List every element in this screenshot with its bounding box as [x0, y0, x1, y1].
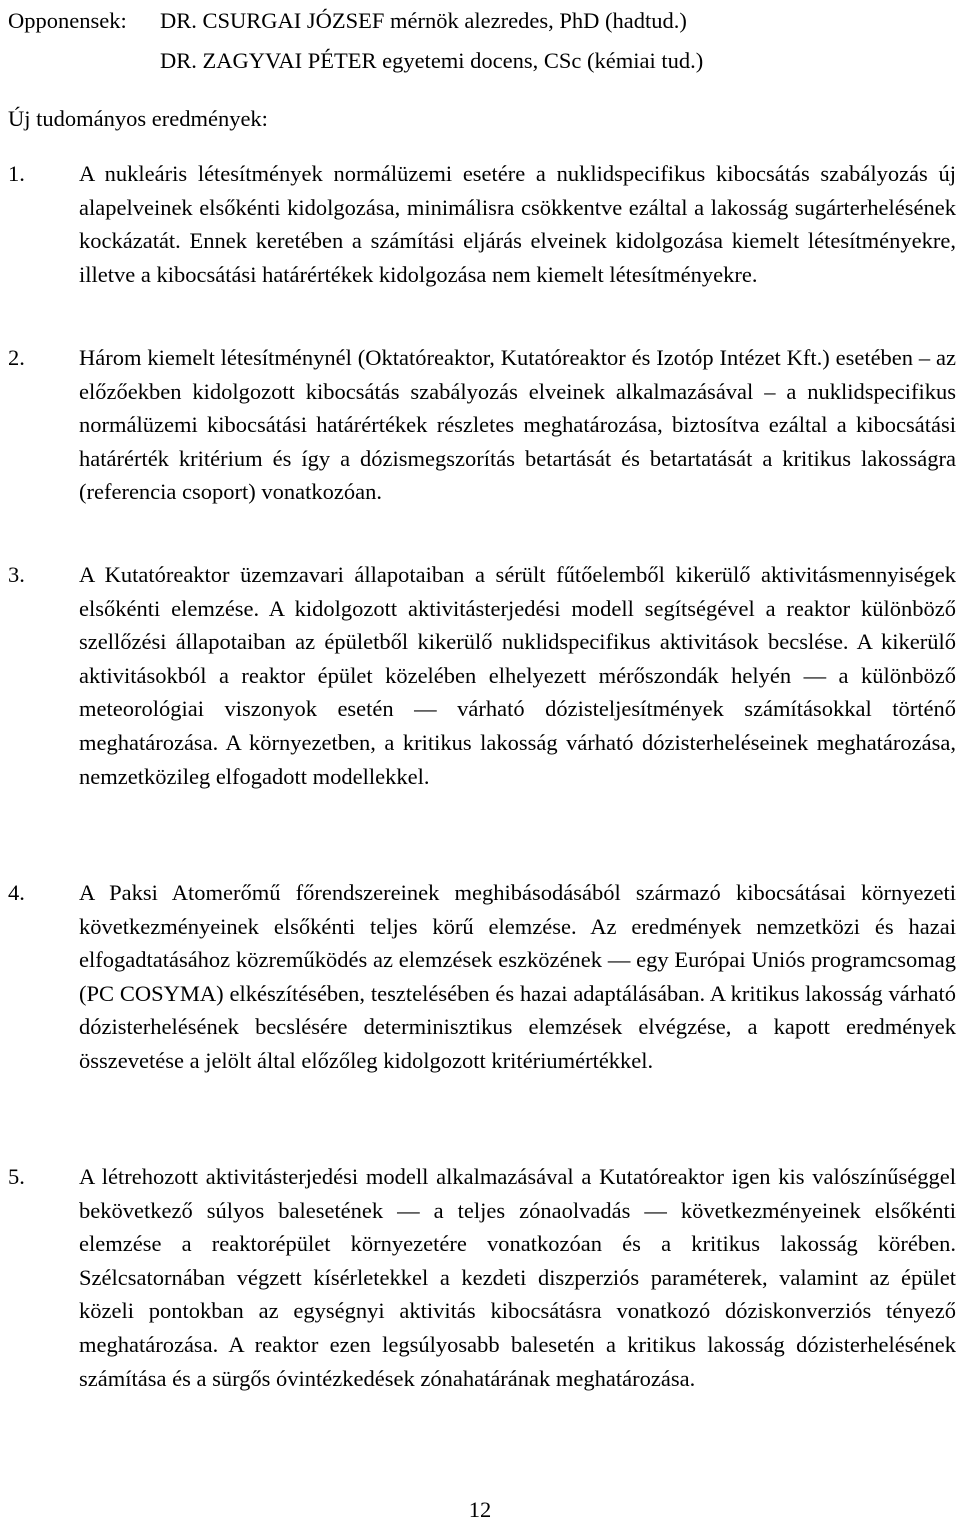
opponent-2: DR. ZAGYVAI PÉTER egyetemi docens, CSc (kémiai tud.)	[160, 48, 704, 73]
result-text: A létrehozott aktivitásterjedési modell alkalmazásával a Kutatóreaktor igen kis valószínűséggel bekövetkező súlyos balesetének ― a teljes zónaolvadás ― következményeinek elsőkénti elemzése a reaktorépület környezetére vonatkozóan és a kritikus lakosság körében. Szélcsatornában végzett kísérletekkel a kezdeti diszperziós paraméterek, valamint az épület közeli pontokban az egységnyi aktivitás kibocsátásra vonatkozó dóziskonverziós tényező meghatározása. A reaktor ezen legsúlyosabb balesetén a kritikus lakosság dózisterhelésének számítása és a sürgős óvintézkedések zónahatárának meghatározása.	[79, 1164, 956, 1391]
result-number: 3.	[8, 562, 25, 587]
result-number: 4.	[8, 880, 25, 905]
result-number: 1.	[8, 161, 25, 186]
page-number: 12	[468, 1497, 492, 1522]
result-item-5	[8, 1160, 956, 1395]
result-text: A nukleáris létesítmények normálüzemi esetére a nuklidspecifikus kibocsátás szabályozás új alapelveinek elsőkénti kidolgozása, minimálisra csökkentve ezáltal a lakosság sugárterhelésének kockázatát. Ennek keretében a számítási eljárás elveinek kidolgozása kiemelt létesítményekre, illetve a kibocsátási határértékek kidolgozása nem kiemelt létesítményekre.	[79, 161, 956, 287]
result-text: A Paksi Atomerőmű főrendszereinek meghibásodásából származó kibocsátásai környezeti következményeinek elsőkénti teljes körű elemzése. Az eredmények nemzetközi és hazai elfogadtatásához közreműködés az elemzések eszközének ― egy Európai Uniós programcsomag (PC COSYMA) elkészítésében, tesztelésében és hazai adaptálásában. A kritikus lakosság várható dózisterhelésének becslésére determinisztikus elemzések elvégzése, a kapott eredmények összevetése a jelölt által előzőleg kidolgozott kritériumértékkel.	[79, 880, 956, 1073]
opponents-label: Opponensek:	[8, 8, 127, 33]
result-item-1	[8, 157, 956, 291]
result-item-3	[8, 558, 956, 793]
result-text: A Kutatóreaktor üzemzavari állapotaiban a sérült fűtőelemből kikerülő aktivitásmennyiségek elsőkénti elemzése. A kidolgozott aktivitásterjedési modell segítségével a reaktor különböző szellőzési állapotaiban az épületből kikerülő nuklidspecifikus aktivitások becslése. A kikerülő aktivitásokból a reaktor épület közelében elhelyezett mérőszondák helyén ― a különböző meteorológiai viszonyok esetén ― várható dózisteljesítmények számításokkal történő meghatározása. A környezetben, a kritikus lakosság várható dózisterheléseinek meghatározása, nemzetközileg elfogadott modellekkel.	[79, 562, 956, 789]
opponent-1: DR. CSURGAI JÓZSEF mérnök alezredes, PhD (hadtud.)	[160, 8, 687, 33]
result-number: 2.	[8, 345, 25, 370]
results-label: Új tudományos eredmények:	[8, 106, 268, 131]
result-text: Három kiemelt létesítménynél (Oktatóreaktor, Kutatóreaktor és Izotóp Intézet Kft.) esetében – az előzőekben kidolgozott kibocsátás szabályozás elveinek alkalmazásával – a nuklidspecifikus normálüzemi kibocsátási határértékek részletes meghatározása, biztosítva ezáltal a kibocsátási határérték kritérium és így a dózismegszorítás betartását és betartatását a kritikus lakosságra (referencia csoport) vonatkozóan.	[79, 345, 956, 505]
result-item-2	[8, 341, 956, 509]
result-item-4	[8, 876, 956, 1078]
result-number: 5.	[8, 1164, 25, 1189]
